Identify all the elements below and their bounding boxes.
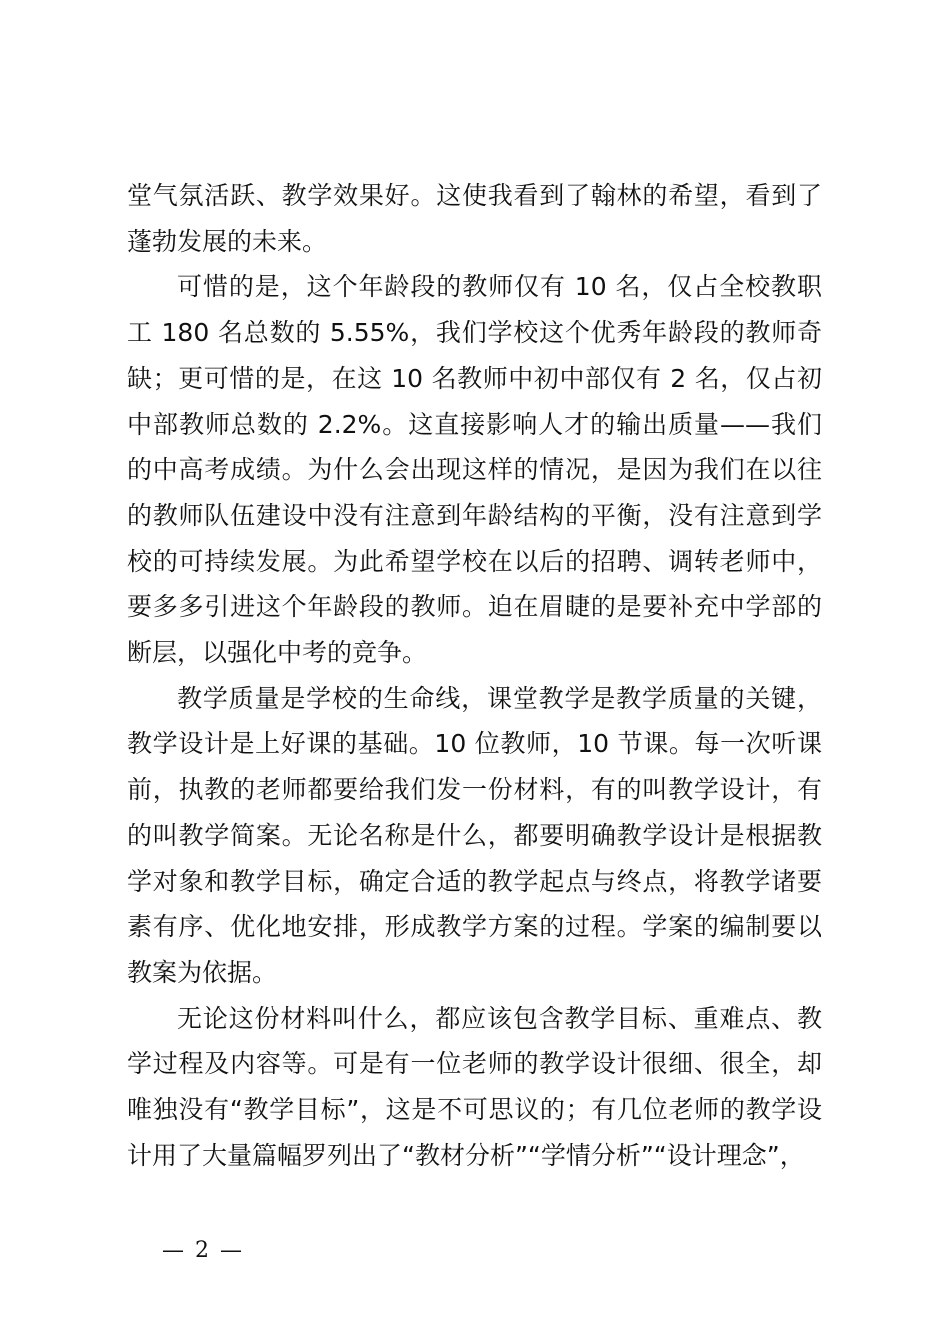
page-number: — 2 —	[162, 1238, 244, 1263]
paragraph-4: 无论这份材料叫什么，都应该包含教学目标、重难点、教学过程及内容等。可是有一位老师的教学设计很细、很全，却唯独没有“教学目标”，这是不可思议的；有几位老师的教学设计用了大量篇幅罗列出了“教材分析”“学情分析”“设计理念”，	[127, 1003, 822, 1170]
paragraph-2: 可惜的是，这个年龄段的教师仅有 10 名，仅占全校教职工 180 名总数的 5.55%，我们学校这个优秀年龄段的教师奇缺；更可惜的是，在这 10 名教师中初中部仅有 2 名，仅占初中部教师总数的 2.2%。这直接影响人才的输出质量——我们的中高考成绩。为什么会出现这样的情况，是因为我们在以往的教师队伍建设中没有注意到年龄结构的平衡，没有注意到学校的可持续发展。为此希望学校在以后的招聘、调转老师中，要多多引进这个年龄段的教师。迫在眉睫的是要补充中学部的断层，以强化中考的竞争。	[127, 272, 822, 668]
body-text	[127, 173, 822, 1178]
paragraph-1: 堂气氛活跃、教学效果好。这使我看到了翰林的希望，看到了蓬勃发展的未来。	[127, 181, 822, 256]
paragraph-3: 教学质量是学校的生命线，课堂教学是教学质量的关键，教学设计是上好课的基础。10 位教师，10 节课。每一次听课前，执教的老师都要给我们发一份材料，有的叫教学设计，有的叫教学简案。无论名称是什么，都要明确教学设计是根据教学对象和教学目标，确定合适的教学起点与终点，将教学诸要素有序、优化地安排，形成教学方案的过程。学案的编制要以教案为依据。	[127, 683, 822, 987]
